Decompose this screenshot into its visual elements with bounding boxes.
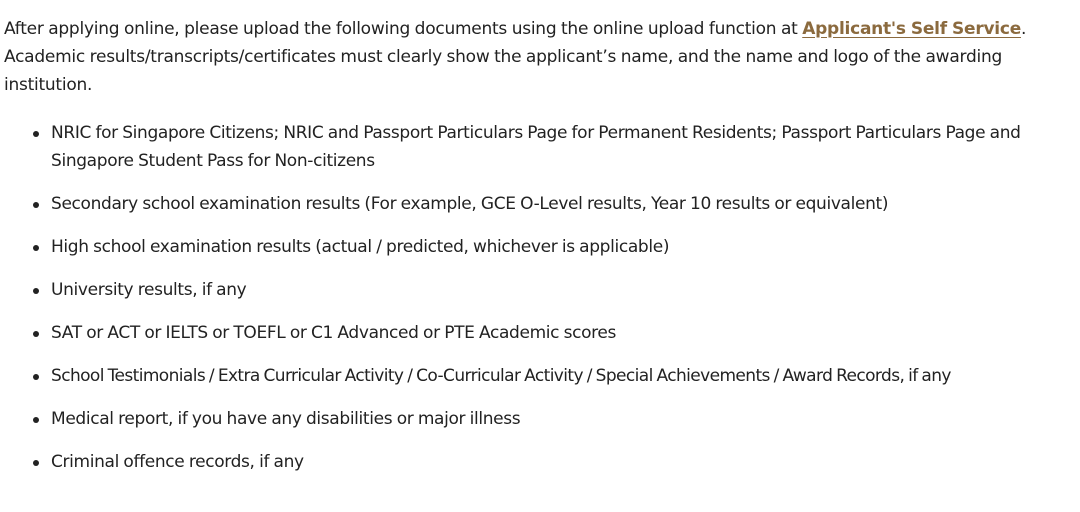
list-item-criminal-records <box>4 448 1076 476</box>
bullet-icon <box>33 131 39 137</box>
list-item-text: Criminal offence records, if any <box>51 452 304 472</box>
intro-text-before-link: After applying online, please upload the following documents using the online upload function at <box>4 19 803 39</box>
list-item-text: University results, if any <box>51 280 247 300</box>
bullet-icon <box>33 288 39 294</box>
required-documents-list <box>4 119 1076 476</box>
list-item-medical-report <box>4 405 1076 433</box>
bullet-icon <box>33 417 39 423</box>
list-item-university-results <box>4 276 1076 304</box>
list-item-text: High school examination results (actual / predicted, whichever is applicable) <box>51 237 670 257</box>
bullet-icon <box>33 245 39 251</box>
bullet-icon <box>33 331 39 337</box>
list-item-text: NRIC for Singapore Citizens; NRIC and Passport Particulars Page for Permanent Residents; Passport Particulars Page and Singapore Student Pass for Non-citizens <box>51 123 1021 171</box>
list-item-high-school-results <box>4 233 1076 261</box>
bullet-icon <box>33 202 39 208</box>
applicant-self-service-link[interactable]: Applicant's Self Service <box>802 19 1021 39</box>
list-item-testimonials <box>4 362 1076 390</box>
intro-text-after-link: . Academic results/transcripts/certificates must clearly show the applicant’s name, and the name and logo of the awarding institution. <box>4 19 1027 95</box>
bullet-icon <box>33 460 39 466</box>
list-item-text: SAT or ACT or IELTS or TOEFL or C1 Advanced or PTE Academic scores <box>51 323 617 343</box>
bullet-icon <box>33 374 39 380</box>
list-item-secondary-results <box>4 190 1076 218</box>
intro-paragraph <box>4 15 1076 99</box>
list-item-text: Secondary school examination results (For example, GCE O-Level results, Year 10 results or equivalent) <box>51 194 889 214</box>
list-item-test-scores <box>4 319 1076 347</box>
list-item-text: School Testimonials / Extra Curricular Activity / Co-Curricular Activity / Special Achievements / Award Records, if any <box>51 366 951 386</box>
list-item-nric <box>4 119 1076 175</box>
list-item-text: Medical report, if you have any disabilities or major illness <box>51 409 521 429</box>
